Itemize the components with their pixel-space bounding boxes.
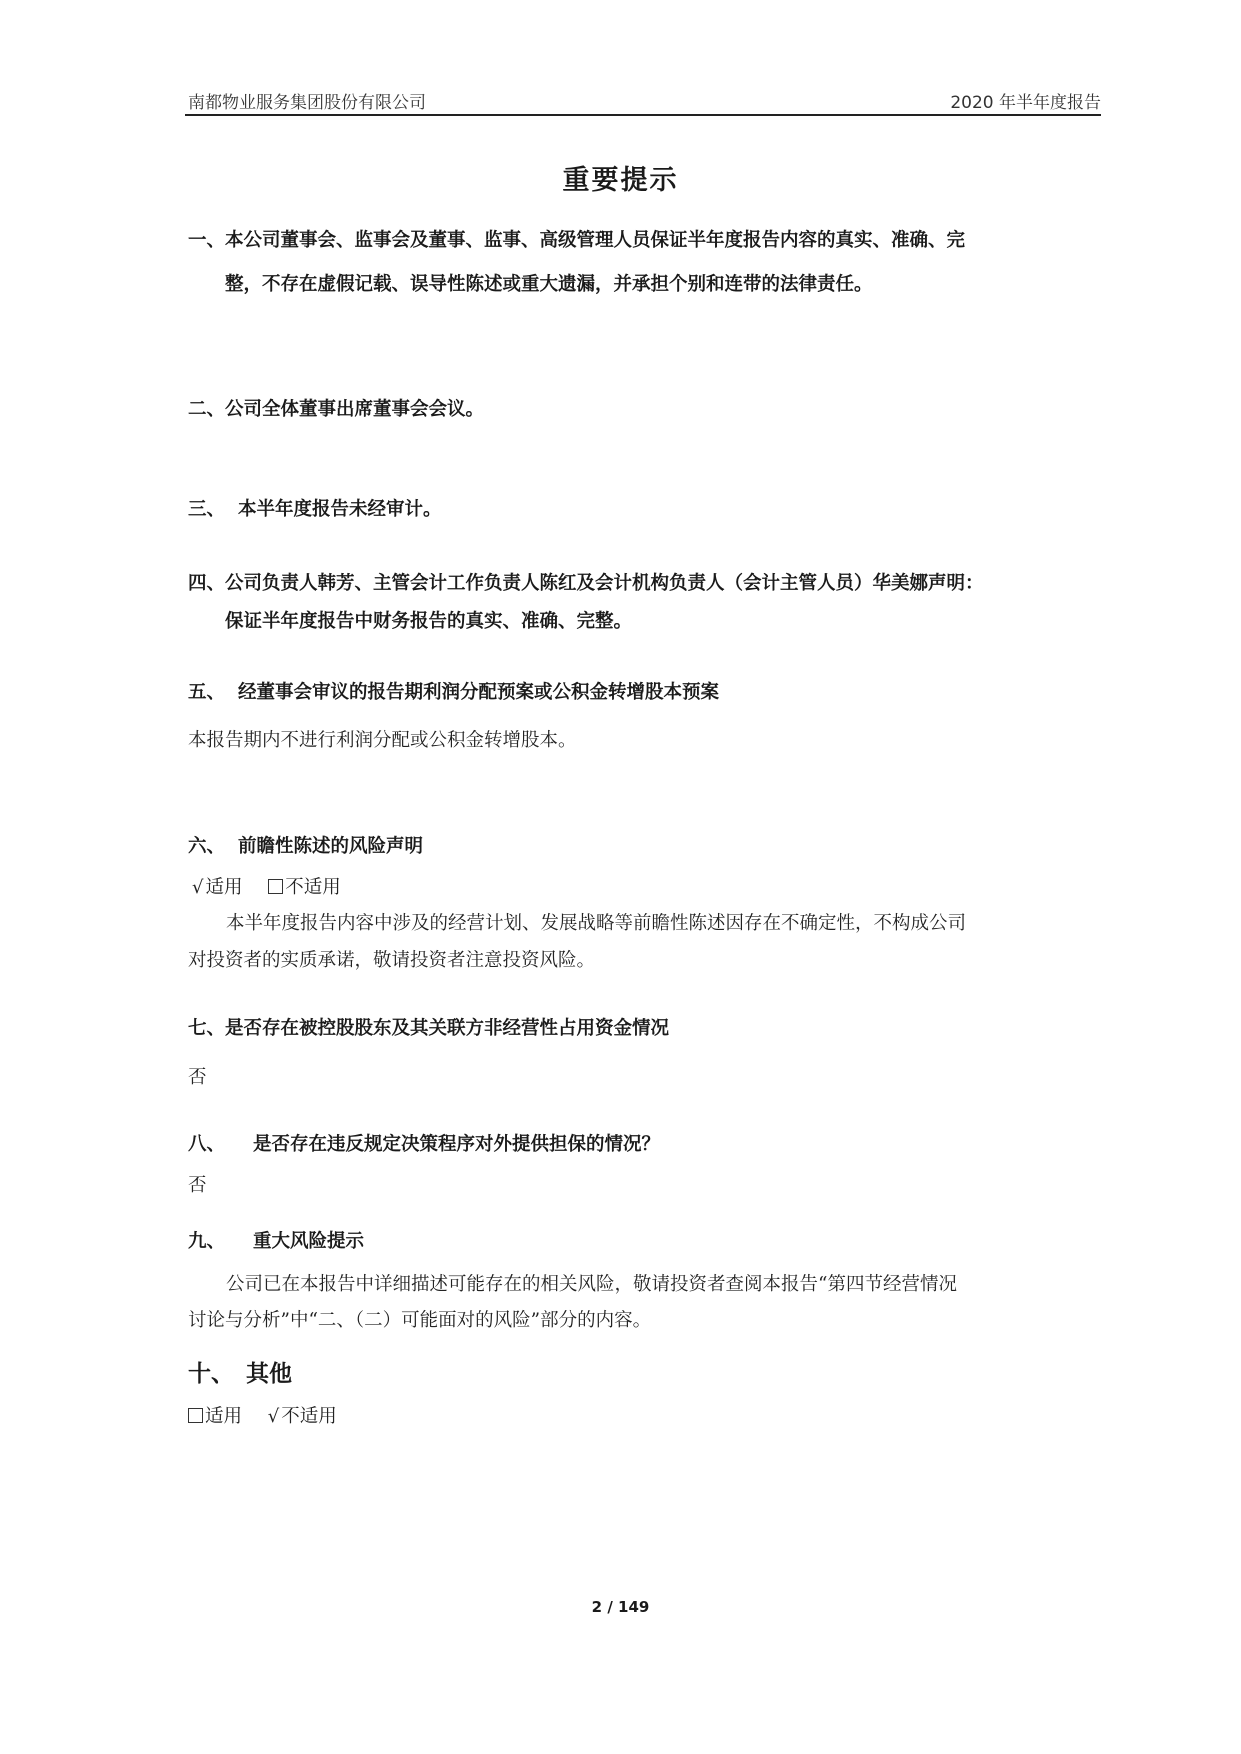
header-divider: [185, 114, 1101, 116]
section-5-body: 本报告期内不进行利润分配或公积金转增股本。: [188, 730, 577, 751]
section-6-body-line-1: 本半年度报告内容中涉及的经营计划、发展战略等前瞻性陈述因存在不确定性，不构成公司: [226, 913, 967, 934]
section-6-options: [192, 873, 341, 899]
section-8-answer: 否: [188, 1175, 207, 1196]
section-3-number: 三、: [188, 499, 226, 520]
section-2-heading: 二、公司全体董事出席董事会会议。: [188, 399, 485, 420]
checkmark-icon: √: [267, 1406, 280, 1427]
section-10-heading: 其他: [246, 1361, 292, 1387]
section-9-number: 九、: [188, 1231, 226, 1252]
option-not-applicable-label: 不适用: [281, 1406, 337, 1427]
section-9-body-line-2: 讨论与分析”中“二、（二）可能面对的风险”部分的内容。: [188, 1310, 652, 1331]
section-8-number: 八、: [188, 1134, 226, 1155]
checkbox-empty-icon: [268, 879, 283, 894]
option-applicable-label: 适用: [205, 877, 243, 898]
section-6-body-line-2: 对投资者的实质承诺，敬请投资者注意投资风险。: [188, 950, 596, 971]
header-report-title: 2020 年半年度报告: [950, 93, 1101, 113]
section-5-number: 五、: [188, 682, 226, 703]
section-7-heading: 七、是否存在被控股股东及其关联方非经营性占用资金情况: [188, 1018, 670, 1039]
section-10-number: 十、: [188, 1361, 234, 1387]
page-number: 2 / 149: [591, 1598, 650, 1616]
page-title: 重要提示: [562, 165, 679, 196]
section-4-line-1: 四、公司负责人韩芳、主管会计工作负责人陈红及会计机构负责人（会计主管人员）华美娜声明：: [188, 573, 984, 594]
header-company: 南都物业服务集团股份有限公司: [188, 93, 426, 113]
section-5-heading: 经董事会审议的报告期利润分配预案或公积金转增股本预案: [238, 682, 720, 703]
section-7-answer: 否: [188, 1067, 207, 1088]
section-8-heading: 是否存在违反规定决策程序对外提供担保的情况？: [253, 1134, 661, 1155]
section-1-line-1: 一、本公司董事会、监事会及董事、监事、高级管理人员保证半年度报告内容的真实、准确、完: [188, 230, 966, 251]
checkmark-icon: √: [192, 877, 204, 898]
section-9-body-line-1: 公司已在本报告中详细描述可能存在的相关风险，敬请投资者查阅本报告“第四节经营情况: [226, 1274, 957, 1295]
checkbox-empty-icon: [188, 1408, 203, 1423]
section-10-options: [188, 1402, 337, 1428]
section-4-line-2: 保证半年度报告中财务报告的真实、准确、完整。: [225, 611, 633, 632]
option-not-applicable-label: 不适用: [285, 877, 341, 898]
section-1-line-2: 整，不存在虚假记载、误导性陈述或重大遗漏，并承担个别和连带的法律责任。: [225, 274, 873, 295]
section-6-number: 六、: [188, 836, 226, 857]
section-6-heading: 前瞻性陈述的风险声明: [238, 836, 424, 857]
option-applicable-label: 适用: [205, 1406, 243, 1427]
section-3-heading: 本半年度报告未经审计。: [238, 499, 442, 520]
section-9-heading: 重大风险提示: [253, 1231, 365, 1252]
